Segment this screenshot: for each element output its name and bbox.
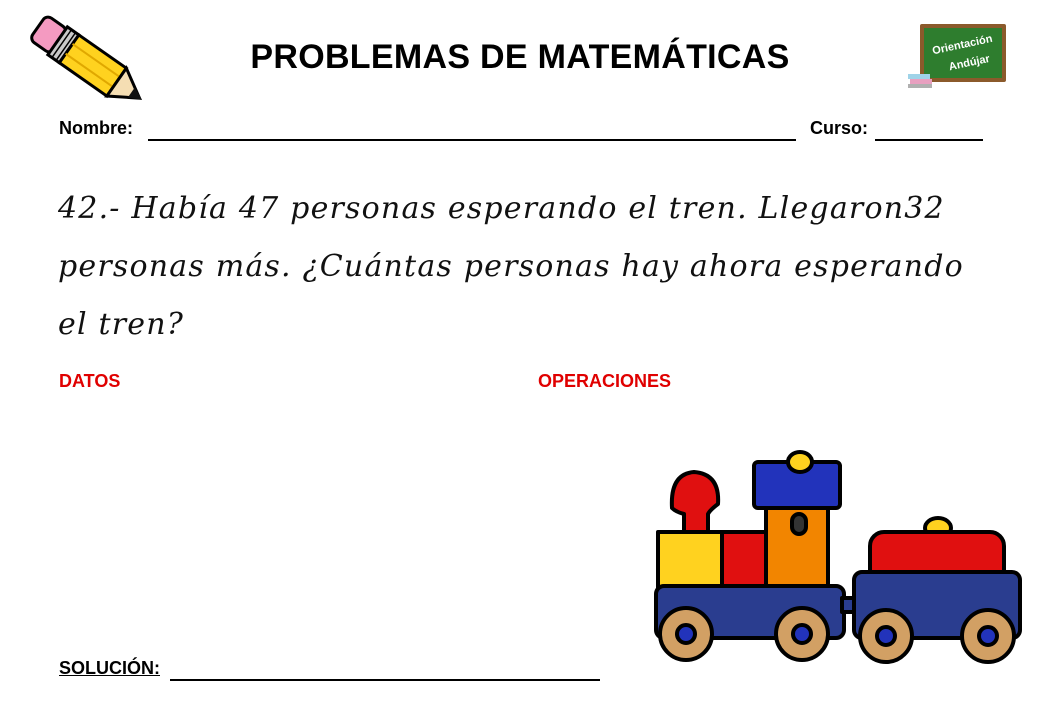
solucion-field[interactable] (170, 679, 600, 681)
page-title: PROBLEMAS DE MATEMÁTICAS (250, 38, 790, 76)
nombre-field[interactable] (148, 139, 796, 141)
logo-line1: Orientación (931, 32, 994, 58)
problem-text: 42.- Había 47 personas esperando el tren. Llegaron32 personas más. ¿Cuántas personas hay ahora esperando el tren? (58, 191, 964, 342)
toy-train-icon (650, 448, 1028, 670)
datos-heading: DATOS (59, 371, 121, 391)
nombre-label: Nombre: (59, 118, 134, 138)
solucion-label: SOLUCIÓN: (59, 658, 160, 678)
chalkboard-logo (908, 22, 1008, 88)
curso-field[interactable] (875, 139, 983, 141)
logo-line2: Andújar (947, 52, 991, 74)
operaciones-heading: OPERACIONES (538, 371, 672, 391)
curso-label: Curso: (810, 118, 868, 138)
